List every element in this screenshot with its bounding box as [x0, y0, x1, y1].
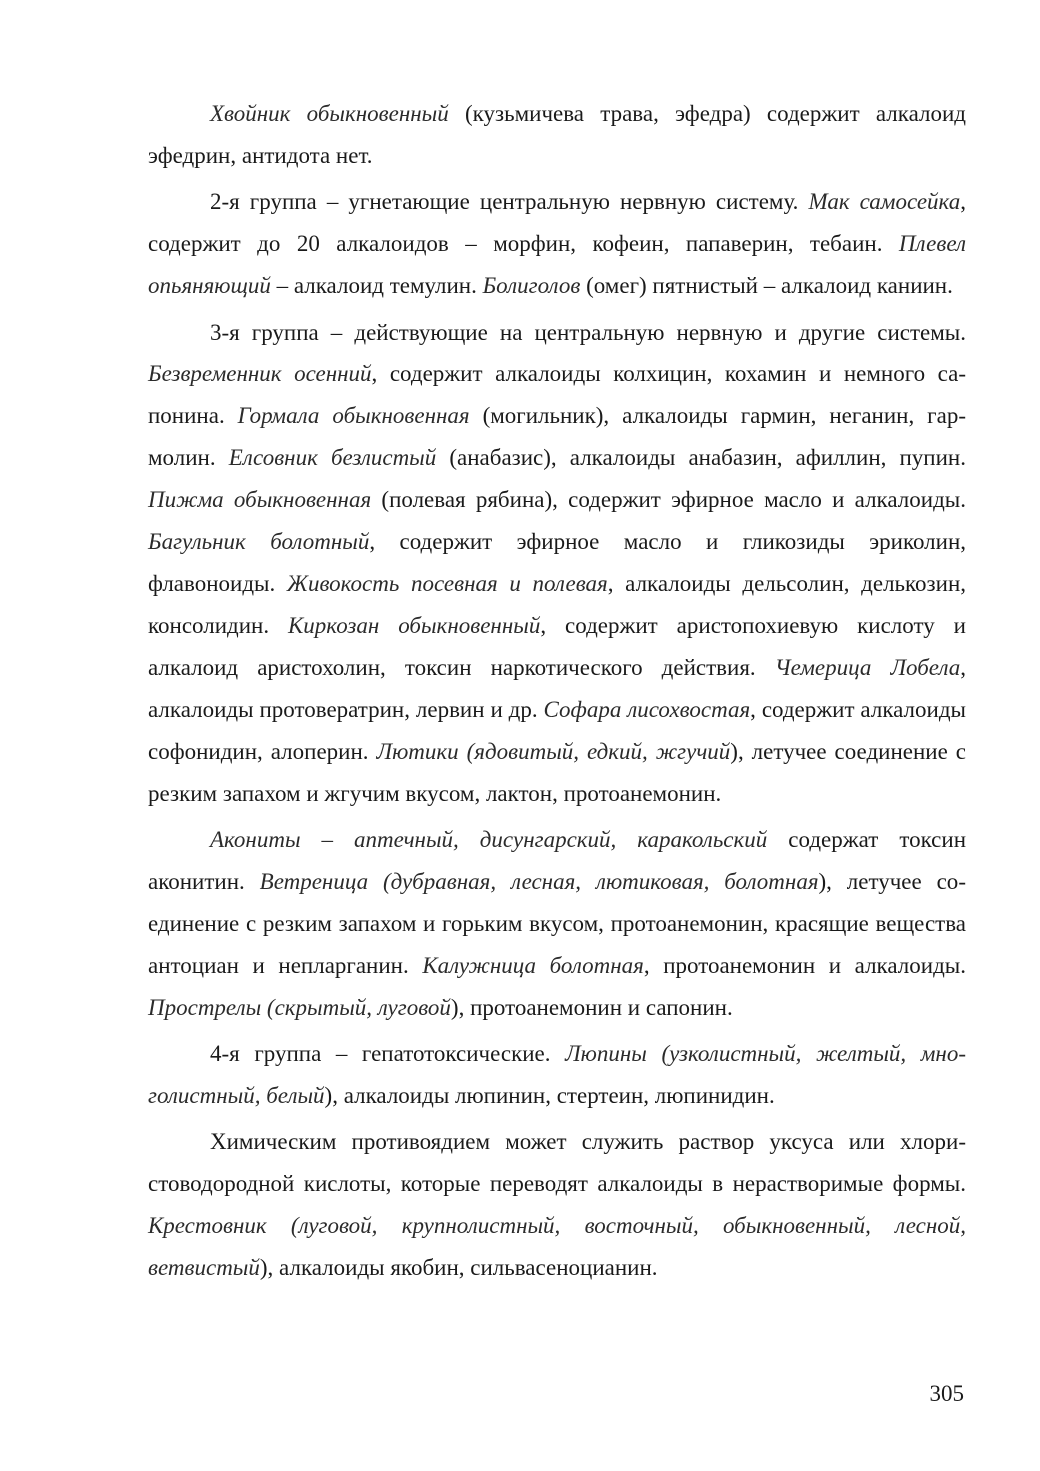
text-run: , содержит эфирное масло и гликозиды эриколин, флавоноиды.	[148, 529, 966, 596]
text-run: 3-я группа – действующие на центральную нервную и другие системы.	[210, 319, 966, 345]
paragraph	[148, 312, 966, 815]
italic-plant-name: Багульник болотный	[148, 529, 370, 555]
text-run: – алкалоид темулин.	[270, 273, 483, 299]
paragraph	[148, 1121, 966, 1289]
italic-plant-name: Болиголов	[482, 273, 581, 299]
paragraph	[148, 1033, 966, 1117]
text-run: (анабазис), алкалоиды анабазин, афиллин, пупин.	[436, 445, 966, 471]
text-run: (полевая рябина), содержит эфирное масло и алкалоиды.	[371, 487, 966, 513]
text-run: , содержит алкалоиды софонидин, алоперин.	[148, 696, 966, 764]
italic-plant-name: Люпины (узколистный, желтый, многолистный, белый	[148, 1040, 966, 1108]
page-body-text	[148, 93, 966, 1293]
text-run: , протоанемонин и алкалоиды.	[643, 952, 966, 978]
italic-plant-name: Пижма обыкновенная	[148, 487, 372, 513]
paragraph	[148, 819, 966, 1029]
text-run: 2-я группа – угнетающие центральную нервную систему.	[210, 189, 809, 215]
page-number: 305	[929, 1381, 964, 1406]
italic-plant-name: Лютики (ядовитый, едкий, жгучий	[376, 738, 731, 764]
italic-plant-name: Хвойник обыкновенный	[210, 101, 449, 126]
text-run: содержат токсин аконитин.	[148, 826, 966, 894]
italic-plant-name: Прострелы (скрытый, луговой	[148, 994, 451, 1020]
text-run: , содержит аристопохиевую кислоту и алкалоид аристохолин, токсин наркотического действия.	[148, 612, 966, 680]
text-run: , алкалоиды дельсолин, делькозин, консолидин.	[148, 570, 966, 638]
italic-plant-name: Акониты – аптечный, дисунгарский, каракольский	[210, 826, 768, 852]
italic-plant-name: Гормала обыкновенная	[237, 403, 470, 429]
italic-plant-name: Крестовник (луговой, крупнолистный, восточный, обыкновенный, лесной, ветвистый	[148, 1213, 966, 1280]
italic-plant-name: Мак самосейка	[808, 189, 961, 215]
paragraph	[148, 93, 966, 177]
text-run: , содержит алкалоиды колхицин, кохамин и немного сапонина.	[148, 361, 966, 429]
italic-plant-name: Елсовник безлистый	[228, 445, 437, 471]
text-run: ), алкалоиды люпинин, стертеин, люпинидин.	[324, 1082, 775, 1108]
text-run: (могильник), алкалоиды гармин, неганин, гармолин.	[148, 403, 966, 471]
italic-plant-name: Ветреница (дубравная, лесная, лютиковая, болотная	[259, 868, 819, 894]
italic-plant-name: Калужница болотная	[422, 952, 644, 978]
text-run: (кузьмичева трава, эфедра) содержит алкалоид эфедрин, антидота нет.	[148, 101, 967, 168]
text-run: Химическим противоядием может служить раствор уксуса или хлористоводородной кислоты, которые переводят алкалоиды в нерастворимые формы.	[148, 1129, 966, 1197]
italic-plant-name: Безвременник осенний	[148, 361, 372, 387]
text-run: ), летучее соединение с резким запахом и жгучим вкусом, лактон, протоанемонин.	[148, 738, 966, 806]
text-run: ), протоанемонин и сапонин.	[450, 994, 733, 1020]
text-run: ), алкалоиды якобин, сильвасеноцианин.	[259, 1254, 658, 1280]
text-run: (омег) пятнистый – алкалоид каниин.	[580, 273, 953, 299]
italic-plant-name: Чемерица Лобела	[774, 654, 961, 680]
text-run: ), летучее соединение с резким запахом и горьким вкусом, протоанемонин, красящие вещества антоциан и непларганин.	[148, 868, 966, 978]
italic-plant-name: Живокость посевная и полевая	[286, 570, 608, 596]
italic-plant-name: Плевел опьяняющий	[148, 231, 966, 299]
italic-plant-name: Киркозан обыкновенный	[288, 612, 541, 638]
paragraph	[148, 181, 966, 307]
italic-plant-name: Софара лисохвостая	[543, 696, 751, 722]
text-run: 4-я группа – гепатотоксические.	[210, 1040, 566, 1066]
text-run: , алкалоиды протовератрин, лервин и др.	[148, 654, 966, 722]
text-run: , содержит до 20 алкалоидов – морфин, кофеин, папаверин, тебаин.	[148, 189, 966, 257]
